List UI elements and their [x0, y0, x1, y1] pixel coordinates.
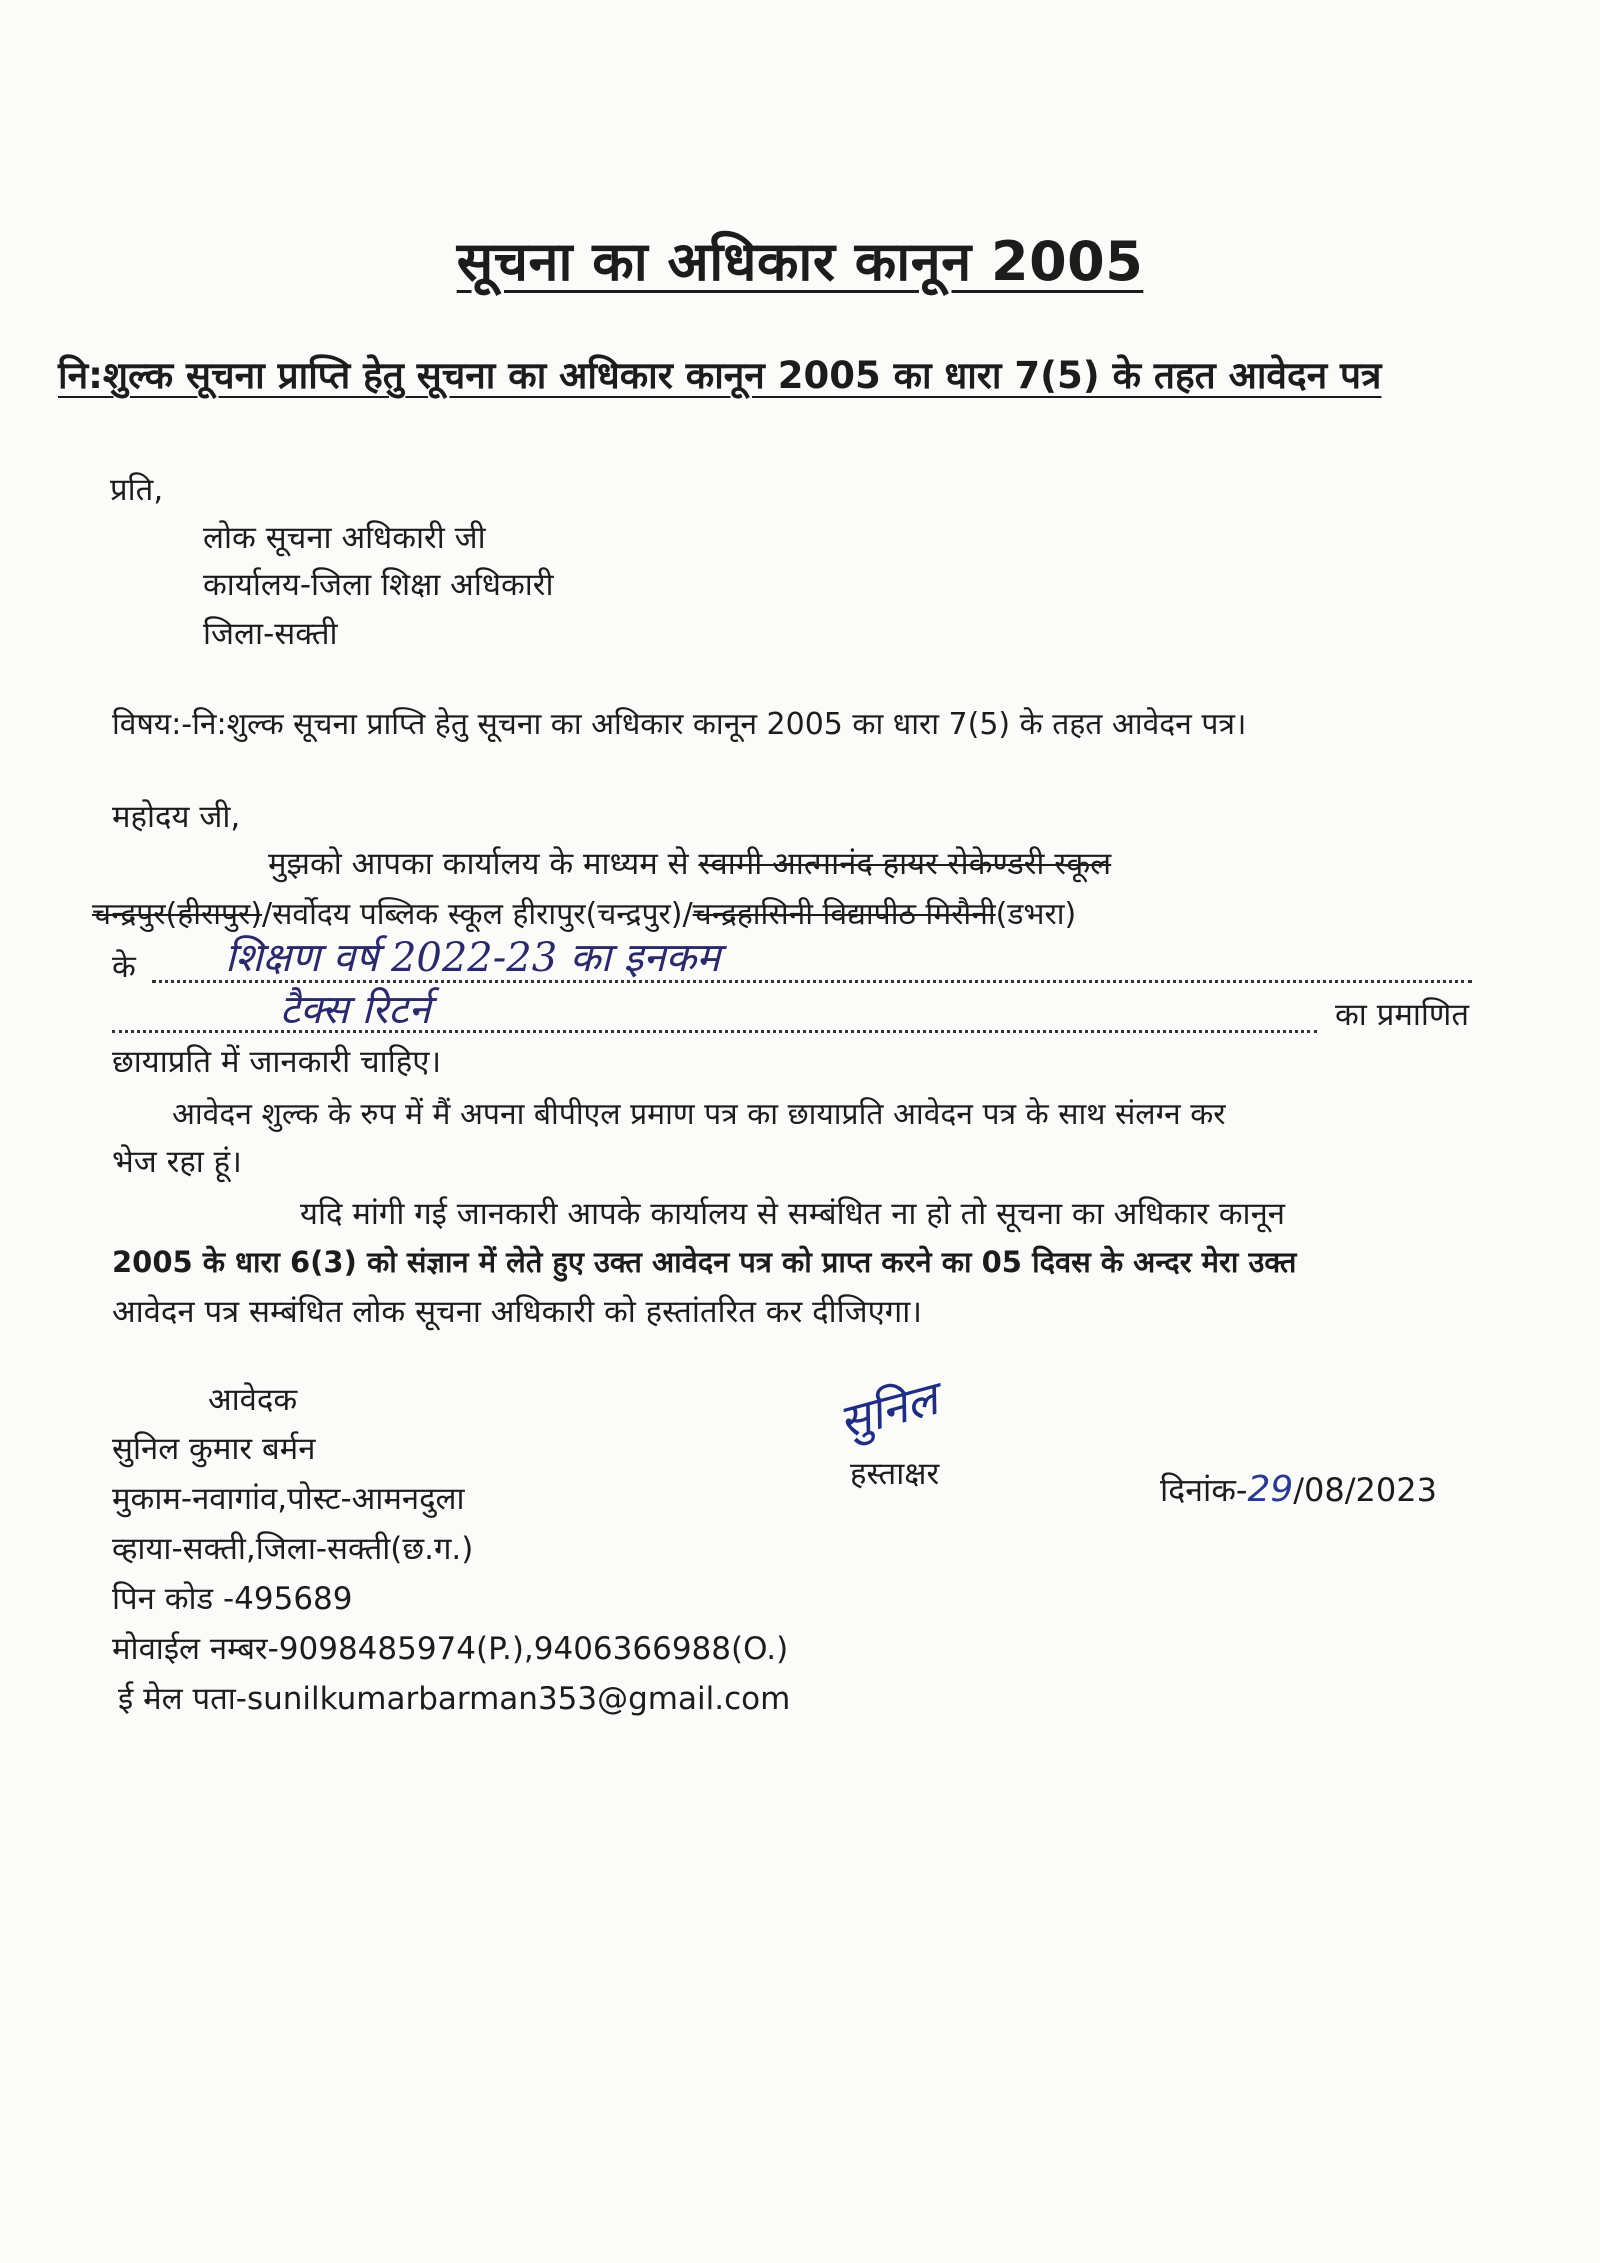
signature-label: हस्ताक्षर	[850, 1456, 940, 1492]
document-subtitle: नि:शुल्क सूचना प्राप्ति हेतु सूचना का अधिकार कानून 2005 का धारा 7(5) के तहत आवेदन पत्र	[58, 354, 1382, 397]
date-line	[1160, 1468, 1437, 1511]
para1-line1-text: मुझको आपका कार्यालय के माध्यम से	[268, 846, 689, 882]
applicant-address-1: मुकाम-नवागांव,पोस्ट-आमनदुला	[112, 1481, 465, 1517]
applicant-email: ई मेल पता-sunilkumarbarman353@gmail.com	[118, 1681, 791, 1717]
applicant-name: सुनिल कुमार बर्मन	[112, 1431, 316, 1467]
document-title: सूचना का अधिकार कानून 2005	[456, 230, 1144, 293]
para1-struck-school-2: चन्द्रपुर(हीरापुर)	[92, 897, 263, 932]
para3-line2: 2005 के धारा 6(3) को संज्ञान में लेते हुए उक्त आवेदन पत्र को प्राप्त करने का 05 दिवस के अन्दर मेरा उक्त	[112, 1245, 1297, 1279]
applicant-mobile: मोवाईल नम्बर-9098485974(P.),9406366988(O.)	[112, 1631, 789, 1667]
recipient-line-1: लोक सूचना अधिकारी जी	[203, 520, 486, 556]
para1-struck-school-1: स्वामी आत्मानंद हायर सेकेण्डरी स्कूल	[698, 846, 1112, 882]
para1-line2-suffix: (डभरा)	[995, 897, 1077, 932]
para2-line2: भेज रहा हूं।	[112, 1144, 242, 1180]
para1-line4-suffix: का प्रमाणित	[1335, 997, 1470, 1033]
applicant-address-2: व्हाया-सक्ती,जिला-सक्ती(छ.ग.)	[112, 1531, 474, 1567]
para1-line3-prefix: के	[112, 949, 136, 985]
para1-selected-school: /सर्वोदय पब्लिक स्कूल हीरापुर(चन्द्रपुर)/	[262, 897, 693, 932]
applicant-pincode: पिन कोड -495689	[112, 1581, 353, 1617]
date-label: दिनांक-	[1160, 1471, 1248, 1509]
para3-line3: आवेदन पत्र सम्बंधित लोक सूचना अधिकारी को हस्तांतरित कर दीजिएगा।	[112, 1294, 923, 1330]
para1-struck-school-3: चन्द्रहासिनी विद्यापीठ मिरौनी	[692, 897, 996, 932]
handwritten-entry-2: टैक्स रिटर्न	[280, 987, 431, 1033]
handwritten-entry-1: शिक्षण वर्ष 2022-23 का इनकम	[225, 935, 721, 981]
subject-line: विषय:-नि:शुल्क सूचना प्राप्ति हेतु सूचना का अधिकार कानून 2005 का धारा 7(5) के तहत आवेदन पत्र।	[112, 707, 1247, 742]
date-day-handwritten: 29	[1247, 1469, 1294, 1510]
signature-mark: सुनिल	[832, 1370, 944, 1449]
applicant-heading: आवेदक	[208, 1382, 298, 1418]
recipient-line-2: कार्यालय-जिला शिक्षा अधिकारी	[203, 567, 554, 603]
para2-line1: आवेदन शुल्क के रुप में मैं अपना बीपीएल प्रमाण पत्र का छायाप्रति आवेदन पत्र के साथ संलग्न कर	[172, 1097, 1226, 1132]
para1-line2	[92, 892, 1076, 933]
recipient-prefix: प्रति,	[110, 472, 164, 508]
para1-line5: छायाप्रति में जानकारी चाहिए।	[112, 1044, 442, 1080]
date-rest: /08/2023	[1293, 1471, 1437, 1509]
recipient-line-3: जिला-सक्ती	[203, 616, 338, 652]
salutation: महोदय जी,	[112, 799, 241, 835]
para3-line1: यदि मांगी गई जानकारी आपके कार्यालय से सम्बंधित ना हो तो सूचना का अधिकार कानून	[300, 1196, 1285, 1232]
para1-line1	[268, 842, 1111, 884]
